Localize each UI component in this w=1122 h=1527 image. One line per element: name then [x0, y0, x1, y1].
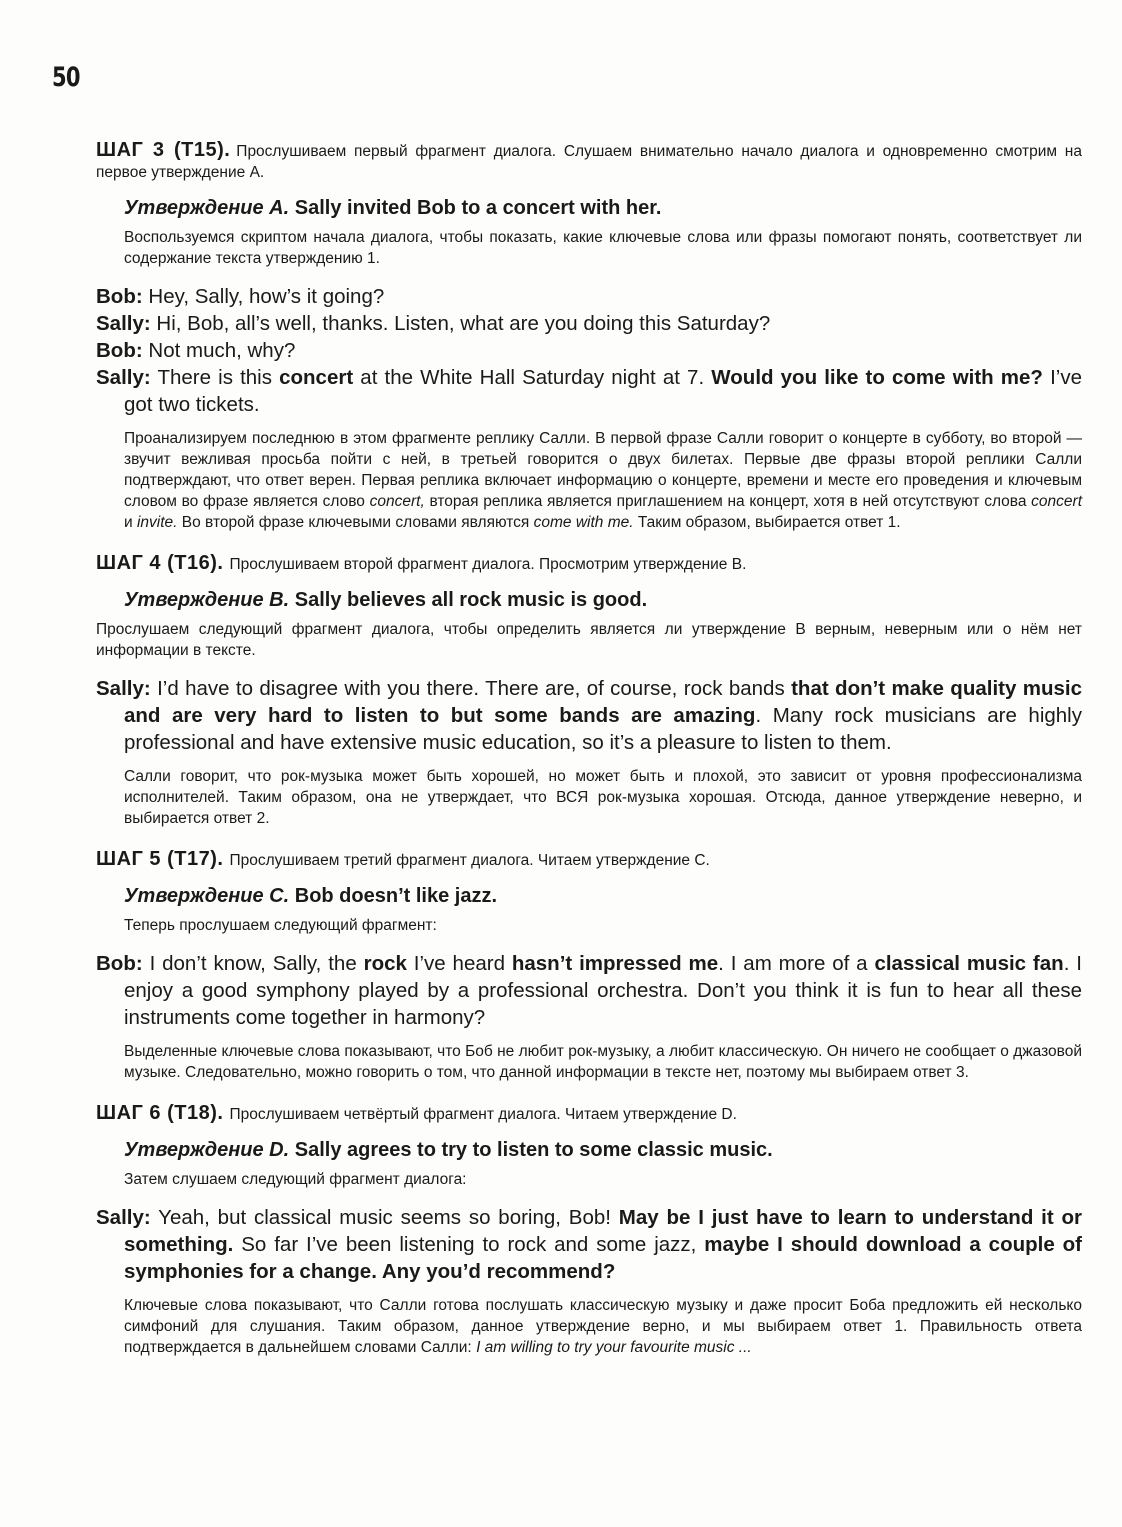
intro-note: Затем слушаем следующий фрагмент диалога: [124, 1171, 467, 1188]
line-text: Yeah, but classical music seems so boring, Bob! [158, 1206, 611, 1229]
analysis-note: Выделенные ключевые слова показывают, что Боб не любит рок-музыку, а любит классическую. Он ничего не сообщает о джазовой музыке. Следовательно, можно говорить о том, что данной информации в тексте нет, поэтому мы выбираем ответ 3. [124, 1043, 1082, 1081]
speaker: Bob: [96, 285, 143, 308]
step-4 [96, 553, 1082, 829]
keyword: May be I just have to learn to understand it or something. [124, 1206, 1082, 1256]
page-content [96, 140, 1082, 1358]
statement-text: Bob doesn’t like jazz. [294, 885, 498, 907]
statement-label: Утверждение C. [124, 885, 290, 907]
keyword: concert [279, 366, 354, 389]
dialogue [96, 675, 1082, 756]
statement [124, 195, 1082, 221]
statement [124, 1137, 1082, 1163]
speaker: Bob: [96, 952, 143, 975]
dialogue [96, 950, 1082, 1031]
line-text: There is this [157, 366, 272, 389]
dialogue [96, 283, 1082, 418]
keyword: rock [363, 952, 407, 975]
keyword: classical music fan [874, 952, 1064, 975]
statement-text: Sally believes all rock music is good. [294, 589, 648, 611]
speaker: Bob: [96, 339, 143, 362]
step-label: ШАГ 6 (Т18). [96, 1102, 224, 1124]
step-heading [96, 140, 1082, 183]
dialogue-line [96, 675, 1082, 756]
line-text: I’ve got two tickets. [124, 366, 1082, 416]
dialogue [96, 1204, 1082, 1285]
step-instruction: Прослушиваем второй фрагмент диалога. Просмотрим утверждение В. [229, 556, 747, 573]
dialogue-line [96, 950, 1082, 1031]
dialogue-line [96, 364, 1082, 418]
dialogue-line [96, 310, 1082, 337]
statement-label: Утверждение D. [124, 1139, 290, 1161]
speaker: Sally: [96, 312, 151, 335]
dialogue-line [96, 1204, 1082, 1285]
speaker: Sally: [96, 366, 151, 389]
step-instruction: Прослушиваем первый фрагмент диалога. Слушаем внимательно начало диалога и одновременно смотрим на первое утверждение А. [96, 143, 1082, 181]
keyword: hasn’t impressed me [511, 952, 719, 975]
line-text: So far I’ve been listening to rock and some jazz, [241, 1233, 697, 1256]
keyword: that don’t make quality music and are very hard to listen to but some bands are amazing [124, 677, 1082, 727]
intro-note: Теперь прослушаем следующий фрагмент: [124, 917, 437, 934]
dialogue-line [96, 283, 1082, 310]
step-instruction: Прослушиваем четвёртый фрагмент диалога. Читаем утверждение D. [229, 1106, 737, 1123]
intro-note: Прослушаем следующий фрагмент диалога, чтобы определить является ли утверждение В верным, неверным или о нём нет информации в тексте. [96, 621, 1082, 659]
statement-label: Утверждение A. [124, 197, 290, 219]
line-text: . I am more of a [718, 952, 868, 975]
step-label: ШАГ 5 (Т17). [96, 848, 224, 870]
analysis-note: Салли говорит, что рок-музыка может быть хорошей, но может быть и плохой, это зависит от уровня профессионализма исполнителей. Таким образом, она не утверждает, что ВСЯ рок-музыка хорошая. Отсюда, данное утверждение неверно, и выбирается ответ 2. [124, 768, 1082, 827]
line-text: I’ve heard [413, 952, 505, 975]
intro-note: Воспользуемся скриптом начала диалога, чтобы показать, какие ключевые слова или фразы помогают понять, соответствует ли содержание текста утверждению 1. [124, 229, 1082, 267]
step-heading [96, 553, 1082, 575]
statement-text: Sally agrees to try to listen to some classic music. [294, 1139, 773, 1161]
statement [124, 883, 1082, 909]
speaker: Sally: [96, 1206, 151, 1229]
keyword: maybe I should download a couple of symphonies for a change. Any you’d recommend? [124, 1233, 1082, 1283]
statement-text: Sally invited Bob to a concert with her. [294, 197, 662, 219]
line-text: . I enjoy a good symphony played by a professional orchestra. Don’t you think it is fun to hear all these instruments come together in harmony? [124, 952, 1082, 1029]
line-text: I’d have to disagree with you there. There are, of course, rock bands [157, 677, 785, 700]
speaker: Sally: [96, 677, 151, 700]
keyword: Would you like to come with me? [711, 366, 1043, 389]
step-heading [96, 849, 1082, 871]
statement [124, 587, 1082, 613]
step-heading [96, 1103, 1082, 1125]
line-text: Hey, Sally, how’s it going? [148, 285, 385, 308]
line-text: Hi, Bob, all’s well, thanks. Listen, what are you doing this Saturday? [156, 312, 771, 335]
analysis-note: Проанализируем последнюю в этом фрагменте реплику Салли. В первой фразе Салли говорит о концерте в субботу, во второй — звучит вежливая просьба пойти с ней, в третьей говорится о двух билетах. Первые две фразы второй реплики Салли подтверждают, что ответ верен. Первая реплика включает информацию о концерте, времени и месте его проведения и ключевым словом во фразе является слово concert, вторая реплика является приглашением на концерт, хотя в ней отсутствуют слова concert и invite. Во второй фразе ключевыми словами являются come with me. Таким образом, выбирается ответ 1. [124, 430, 1083, 531]
line-text: I don’t know, Sally, the [149, 952, 357, 975]
line-text: Not much, why? [148, 339, 296, 362]
step-6 [96, 1103, 1082, 1358]
page-number: 50 [52, 62, 80, 93]
statement-label: Утверждение B. [124, 589, 290, 611]
step-instruction: Прослушиваем третий фрагмент диалога. Читаем утверждение С. [229, 852, 710, 869]
line-text: at the White Hall Saturday night at 7. [360, 366, 705, 389]
step-label: ШАГ 4 (Т16). [96, 552, 224, 574]
analysis-note: Ключевые слова показывают, что Салли готова послушать классическую музыку и даже просит Боба предложить ей несколько симфоний для слушания. Таким образом, данное утверждение верно, и мы выбираем ответ 1. Правильность ответа подтверждается в дальнейшем словами Салли: I am willing to try your favourite music ... [124, 1297, 1082, 1356]
step-3 [96, 140, 1082, 533]
step-label: ШАГ 3 (Т15). [96, 139, 231, 161]
dialogue-line [96, 337, 1082, 364]
step-5 [96, 849, 1082, 1083]
line-text: . Many rock musicians are highly professional and have extensive music education, so it’s a pleasure to listen to them. [124, 704, 1082, 754]
